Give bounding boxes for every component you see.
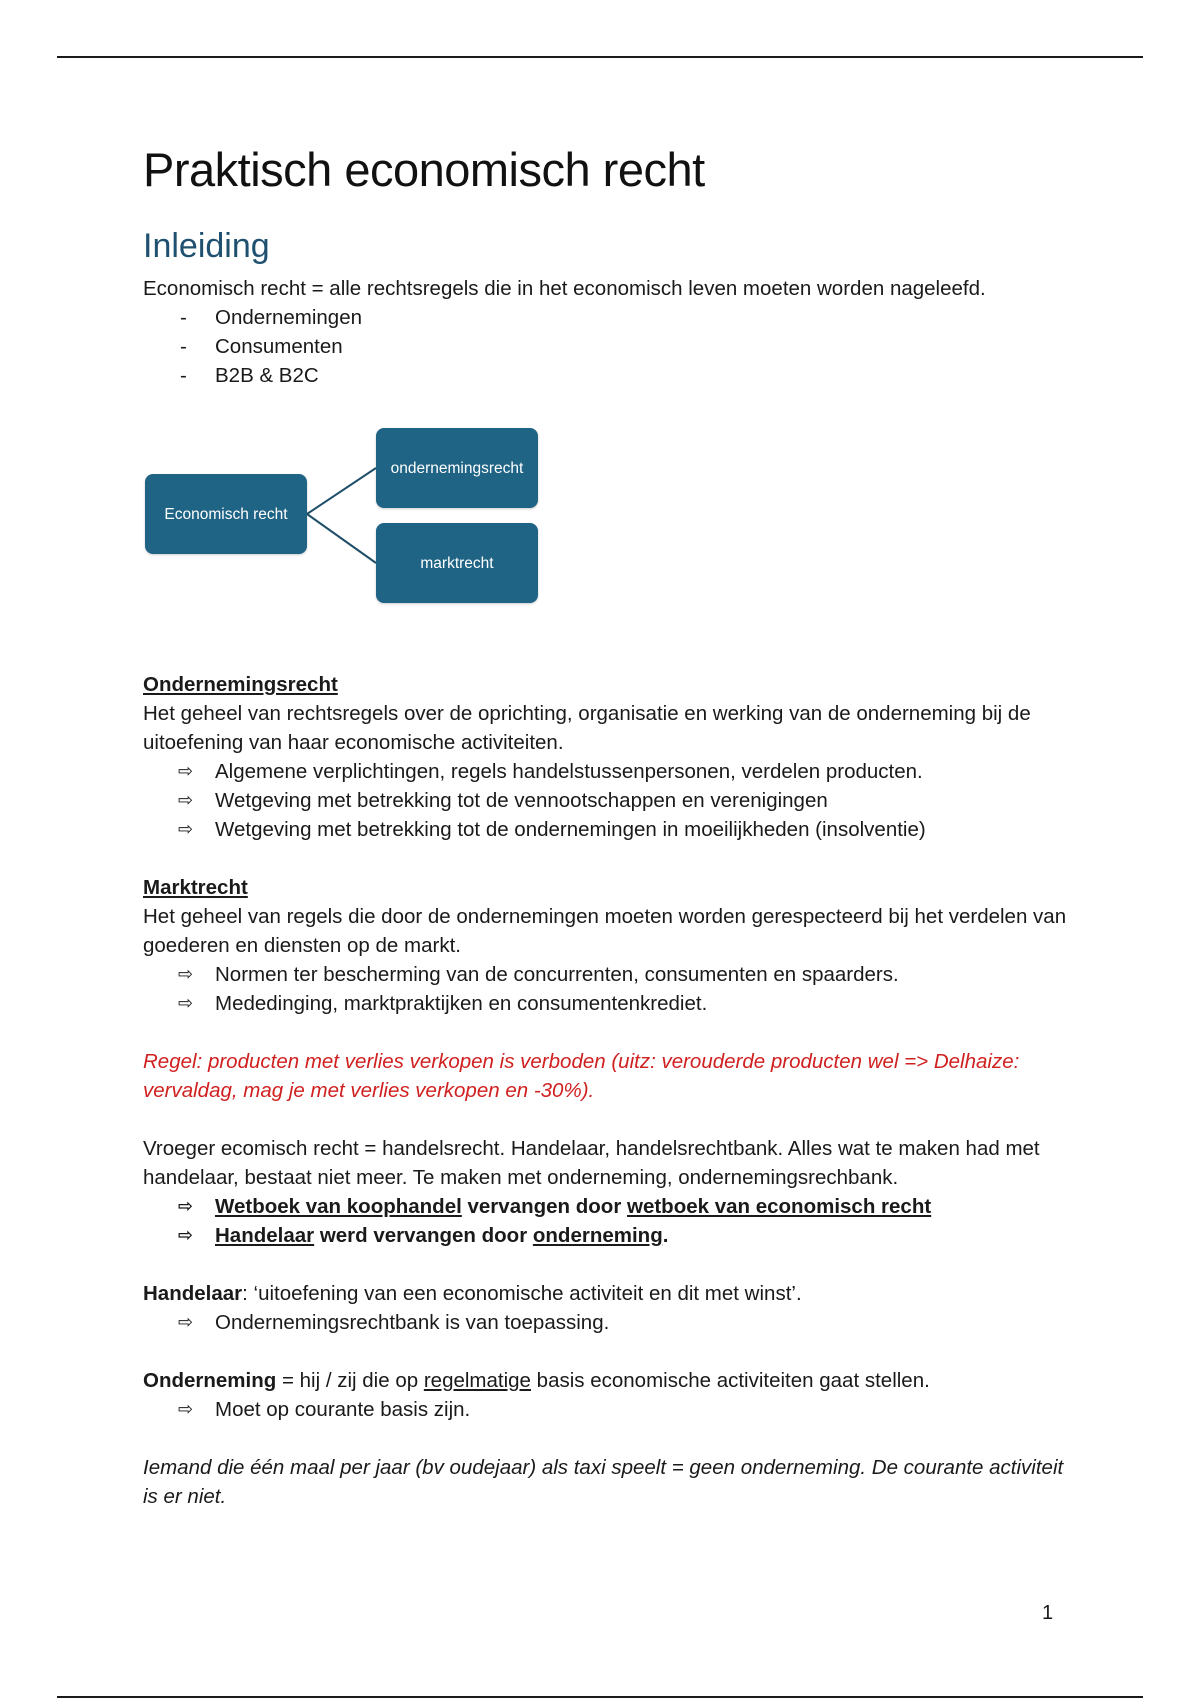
punctuation: . xyxy=(662,1224,669,1247)
connector-text: werd vervangen door xyxy=(314,1224,533,1247)
list-item: - Consumenten xyxy=(143,332,1083,361)
ondernemingsrecht-text: Het geheel van rechtsregels over de oprichting, organisatie en werking van de onderneming bij de uitoefening van haar economische activiteiten. xyxy=(143,702,1031,754)
handelaar-definition xyxy=(143,1279,1083,1308)
new-code-term: wetboek van economisch recht xyxy=(627,1195,932,1218)
connector-line xyxy=(307,514,376,563)
marktrecht-text: Het geheel van regels die door de ondernemingen moeten worden gerespecteerd bij het verdelen van goederen en diensten op de markt. xyxy=(143,905,1067,957)
list-item xyxy=(143,1192,1083,1221)
handelaar-list xyxy=(143,1308,1083,1337)
old-code-term: Wetboek van koophandel xyxy=(215,1195,462,1218)
onderneming-definition xyxy=(143,1366,1083,1395)
list-item: ⇨ Wetgeving met betrekking tot de ondernemingen in moeilijkheden (insolventie) xyxy=(143,815,1083,844)
list-item xyxy=(143,1221,1083,1250)
header-rule xyxy=(57,56,1143,58)
history-list xyxy=(143,1192,1083,1250)
subheading-marktrecht: Marktrecht xyxy=(143,876,248,899)
definition-text: : ‘uitoefening van een economische activiteit en dit met winst’. xyxy=(242,1282,802,1305)
example-note: Iemand die één maal per jaar (bv oudejaar) als taxi speelt = geen onderneming. De courante activiteit is er niet. xyxy=(143,1456,1064,1508)
list-item: - B2B & B2C xyxy=(143,361,1083,390)
definition-text: = hij / zij die op xyxy=(276,1369,424,1392)
diagram-node-marktrecht: marktrecht xyxy=(376,523,538,603)
history-text: Vroeger ecomisch recht = handelsrecht. Handelaar, handelsrechtbank. Alles wat te maken had met handelaar, bestaat niet meer. Te maken met onderneming, ondernemingsrechbank. xyxy=(143,1137,1040,1189)
subheading-ondernemingsrecht: Ondernemingsrecht xyxy=(143,673,338,696)
list-item: ⇨ Ondernemingsrechtbank is van toepassing. xyxy=(143,1308,1083,1337)
marktrecht-list xyxy=(143,960,1083,1018)
intro-list xyxy=(143,303,1083,390)
diagram-node-economisch-recht: Economisch recht xyxy=(145,474,307,554)
list-item: ⇨ Mededinging, marktpraktijken en consumentenkrediet. xyxy=(143,989,1083,1018)
hierarchy-diagram xyxy=(145,428,565,618)
page-number: 1 xyxy=(1042,1602,1054,1624)
term-onderneming: Onderneming xyxy=(143,1369,277,1392)
rule-note: Regel: producten met verlies verkopen is verboden (uitz: verouderde producten wel => Delhaize: vervaldag, mag je met verlies verkopen en -30%). xyxy=(143,1050,1020,1102)
definition-text: basis economische activiteiten gaat stellen. xyxy=(530,1369,930,1392)
connector-line xyxy=(307,468,376,514)
list-item: ⇨ Moet op courante basis zijn. xyxy=(143,1395,1083,1424)
diagram-node-ondernemingsrecht: ondernemingsrecht xyxy=(376,428,538,508)
page-title: Praktisch economisch recht xyxy=(143,143,705,196)
term-handelaar: Handelaar xyxy=(143,1282,243,1305)
old-term: Handelaar xyxy=(215,1224,315,1247)
onderneming-list xyxy=(143,1395,1083,1424)
underlined-word: regelmatige xyxy=(423,1369,531,1392)
document-body xyxy=(143,140,1083,1511)
list-item: ⇨ Algemene verplichtingen, regels handelstussenpersonen, verdelen producten. xyxy=(143,757,1083,786)
list-item: ⇨ Wetgeving met betrekking tot de vennootschappen en verenigingen xyxy=(143,786,1083,815)
list-item: ⇨ Normen ter bescherming van de concurrenten, consumenten en spaarders. xyxy=(143,960,1083,989)
footer-rule xyxy=(57,1696,1143,1698)
new-term: onderneming xyxy=(532,1224,663,1247)
ondernemingsrecht-list xyxy=(143,757,1083,844)
connector-text: vervangen door xyxy=(461,1195,627,1218)
list-item: - Ondernemingen xyxy=(143,303,1083,332)
section-heading-inleiding: Inleiding xyxy=(143,227,270,265)
intro-definition: Economisch recht = alle rechtsregels die in het economisch leven moeten worden nageleefd. xyxy=(143,277,986,300)
